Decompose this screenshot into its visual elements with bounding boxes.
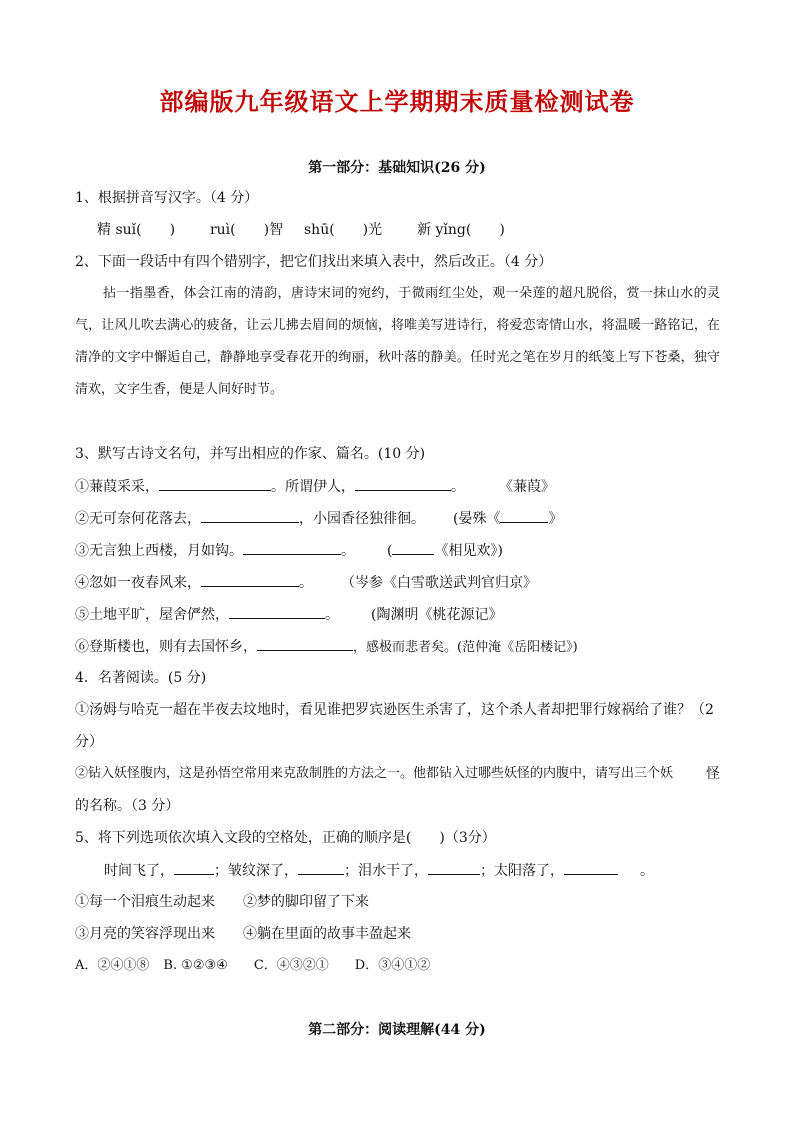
q5-text-1: 时间飞了，	[104, 863, 174, 879]
q5-answer-b[interactable]: B. ①②③④	[163, 958, 228, 973]
answer-blank[interactable]	[201, 508, 299, 523]
q3-l1-text-c: 。	[451, 479, 465, 495]
q1-item-2: ruì( )智	[209, 222, 284, 238]
q4-sub2-line2: 的名称。（3 分）	[75, 798, 180, 814]
q5-option-4: ④躺在里面的故事丰盈起来	[243, 926, 411, 942]
q3-l5-text-a: ⑤土地平旷，屋舍俨然，	[75, 607, 229, 623]
q1-item-3: shū( )光	[304, 222, 383, 238]
q3-l3-text-b: 。	[341, 543, 355, 559]
q3-l3-source-b: 《相见欢》)	[434, 543, 503, 559]
q3-l1-source: 《蒹葭》	[499, 479, 555, 495]
q5-text-5: 。	[640, 863, 654, 879]
answer-blank[interactable]	[564, 860, 618, 875]
answer-blank[interactable]	[174, 860, 214, 875]
answer-blank[interactable]	[201, 572, 299, 587]
answer-blank[interactable]	[355, 476, 451, 491]
q3-l2-source-b: 》	[548, 511, 563, 527]
q3-line-5	[75, 604, 502, 625]
q5-answer-c[interactable]: C．④③②①	[253, 958, 329, 973]
q1-item-1: 精 suǐ( )	[97, 222, 176, 238]
q5-text-4: ；太阳落了，	[480, 863, 564, 879]
q4-sub1-line2: 分）	[75, 734, 103, 750]
q3-line-3	[75, 540, 503, 561]
q3-l3-source-a: (	[387, 543, 393, 559]
q4-sub1-line1: ①汤姆与哈克一超在半夜去坟地时，看见谁把罗宾逊医生杀害了，这个杀人者却把罪行嫁祸给了谁？（2	[75, 702, 714, 718]
q3-l5-text-b: 。	[325, 607, 339, 623]
answer-blank[interactable]	[257, 636, 353, 651]
part1-heading: 第一部分：基础知识(26 分)	[308, 160, 486, 176]
q5-option-2: ②梦的脚印留了下来	[243, 894, 369, 910]
q5-answer-a[interactable]: A．②④①⑧	[75, 958, 150, 973]
q5-options-row2	[75, 924, 411, 944]
q5-answers	[75, 956, 430, 976]
q3-l2-text-a: ②无可奈何花落去，	[75, 511, 201, 527]
q1-items	[97, 220, 505, 240]
q3-l4-source: （岑参《白雪歌送武判官归京》	[341, 575, 537, 591]
q5-option-3: ③月亮的笑容浮现出来	[75, 926, 215, 942]
q2-paragraph	[75, 278, 720, 406]
q4-stem: 4．名著阅读。(5 分)	[75, 670, 207, 686]
q5-stem: 5、将下列选项依次填入文段的空格处，正确的顺序是( )（3分）	[75, 830, 496, 846]
q3-l6-text-a: ⑥登斯楼也，则有去国怀乡，	[75, 639, 257, 655]
q3-l2-source-a: (晏殊《	[453, 511, 501, 527]
answer-blank[interactable]	[159, 476, 271, 491]
q3-l1-text-b: 。所谓伊人，	[271, 479, 355, 495]
q5-option-1: ①每一个泪痕生动起来	[75, 894, 215, 910]
q4-sub2-line1: ②钻入妖怪腹内，这是孙悟空常用来克敌制胜的方法之一。他都钻入过哪些妖怪的内腹中，请写出三个妖	[75, 766, 674, 781]
q5-options-row1	[75, 892, 369, 912]
q3-l6-text-b: ，感极而悲者矣。(范仲淹《岳阳楼记》)	[353, 640, 578, 655]
q3-l4-text-b: 。	[299, 575, 313, 591]
q3-l2-text-b: ，小园香径独徘徊。	[299, 511, 425, 527]
q3-line-4	[75, 572, 537, 593]
q1-item-4: 新 yǐng( )	[417, 222, 505, 238]
q3-line-2	[75, 508, 562, 529]
q5-answer-d[interactable]: D．③④①②	[354, 958, 431, 973]
q3-line-1	[75, 476, 555, 497]
answer-blank[interactable]	[243, 540, 341, 555]
exam-title: 部编版九年级语文上学期期末质量检测试卷	[159, 88, 635, 116]
q3-l4-text-a: ④忽如一夜春风来，	[75, 575, 201, 591]
q2-paragraph-text: 拈一指墨香，体会江南的清韵，唐诗宋词的宛约，于微雨红尘处，观一朵莲的超凡脱俗，赏一抹山水的灵气，让风儿吹去满心的疲备，让云儿拂去眉间的烦恼，将唯美写进诗行，将爱恋寄情山水，将温暖一路铭记，在清净的文字中懈逅自己，静静地享受春花开的绚丽，秋叶落的静美。任时光之笔在岁月的纸笺上写下苍桑，独守清欢，文字生香，便是人间好时节。	[75, 286, 720, 397]
answer-blank[interactable]	[392, 540, 434, 555]
q3-l1-text-a: ①蒹葭采采，	[75, 479, 159, 495]
q5-text-2: ；皱纹深了，	[214, 863, 298, 879]
answer-blank[interactable]	[298, 860, 344, 875]
q2-stem: 2、下面一段话中有四个错别字，把它们找出来填入表中，然后改正。（4 分）	[75, 254, 553, 270]
answer-blank[interactable]	[428, 860, 480, 875]
q4-sub2-end: 怪	[706, 766, 720, 782]
answer-blank[interactable]	[500, 508, 548, 523]
q3-stem: 3、默写古诗文名句，并写出相应的作家、篇名。(10 分)	[75, 446, 426, 462]
part2-heading: 第二部分：阅读理解(44 分)	[308, 1022, 486, 1038]
q5-text-3: ；泪水干了，	[344, 863, 428, 879]
q3-l5-source: (陶渊明《桃花源记》	[371, 607, 503, 623]
q5-text	[104, 860, 654, 881]
q1-stem: 1、根据拼音写汉字。（4 分）	[75, 190, 259, 206]
answer-blank[interactable]	[229, 604, 325, 619]
q3-l3-text-a: ③无言独上西楼，月如钩。	[75, 543, 243, 559]
q3-line-6	[75, 636, 578, 658]
